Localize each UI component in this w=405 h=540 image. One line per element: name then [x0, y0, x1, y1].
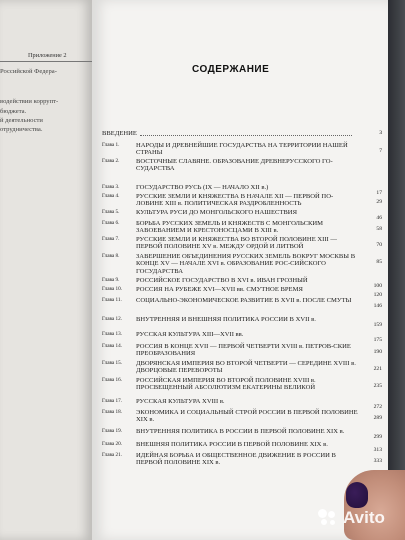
toc-page-number: 58 — [376, 226, 382, 232]
toc-chapter-title: НАРОДЫ И ДРЕВНЕЙШИЕ ГОСУДАРСТВА НА ТЕРРИТОРИИ НАШЕЙ СТРАНЫ — [136, 142, 348, 157]
toc-chapter-title: ДВОРЯНСКАЯ ИМПЕРИЯ ВО ВТОРОЙ ЧЕТВЕРТИ — СЕРЕДИНЕ XVIII в. ДВОРЦОВЫЕ ПЕРЕВОРОТЫ — [136, 360, 356, 375]
toc-chapter-title: ГОСУДАРСТВО РУСЬ (IX — НАЧАЛО XII в.) — [136, 184, 269, 191]
left-page-line: отрудничества. — [0, 126, 43, 133]
toc-chapter-number: Глава 17. — [102, 398, 122, 404]
toc-chapter-title: РУССКИЕ ЗЕМЛИ И КНЯЖЕСТВА В НАЧАЛЕ XII — ПЕРВОЙ ПО-ЛОВИНЕ XIII в. ПОЛИТИЧЕСКАЯ РАЗДРОБЛЕННОСТЬ — [136, 193, 334, 208]
toc-chapter-title: РОССИЙСКАЯ ИМПЕРИЯ ВО ВТОРОЙ ПОЛОВИНЕ XVIII в. ПРОСВЕЩЕННЫЙ АБСОЛЮТИЗМ ЕКАТЕРИНЫ ВЕЛИКОЙ — [136, 377, 316, 392]
book-cover-edge — [388, 0, 405, 540]
toc-chapter-number: Глава 15. — [102, 360, 122, 366]
toc-page-number: 175 — [373, 337, 382, 343]
toc-chapter-title: ВОСТОЧНЫЕ СЛАВЯНЕ. ОБРАЗОВАНИЕ ДРЕВНЕРУССКОГО ГО-СУДАРСТВА — [136, 158, 333, 173]
toc-page-number: 313 — [373, 447, 382, 453]
toc-chapter-number: Глава 5. — [102, 209, 120, 215]
toc-chapter-number: Глава 21. — [102, 452, 122, 458]
toc-chapter-title: ЗАВЕРШЕНИЕ ОБЪЕДИНЕНИЯ РУССКИХ ЗЕМЕЛЬ ВОКРУГ МОСКВЫ В КОНЦЕ XV — НАЧАЛЕ XVI в. ОБРАЗОВАНИЕ РОС-СИЙСКОГО ГОСУДАРСТВА — [136, 253, 356, 275]
toc-chapter-title: ВНУТРЕННЯЯ ПОЛИТИКА В РОССИИ В ПЕРВОЙ ПОЛОВИНЕ XIX в. — [136, 428, 345, 435]
toc-chapter-number: Глава 2. — [102, 158, 120, 164]
toc-chapter-title: ВНЕШНЯЯ ПОЛИТИКА РОССИИ В ПЕРВОЙ ПОЛОВИНЕ XIX в. — [136, 441, 328, 448]
toc-chapter-number: Глава 8. — [102, 253, 120, 259]
toc-page-number: 7 — [379, 148, 382, 154]
toc-chapter-title: РОССИЯ В КОНЦЕ XVII — ПЕРВОЙ ЧЕТВЕРТИ XVIII в. ПЕТРОВ-СКИЕ ПРЕОБРАЗОВАНИЯ — [136, 343, 351, 358]
toc-chapter-number: Глава 19. — [102, 428, 122, 434]
toc-chapter-number: Глава 14. — [102, 343, 122, 349]
toc-chapter-number: Глава 4. — [102, 193, 120, 199]
toc-chapter-number: Глава 11. — [102, 297, 122, 303]
toc-page-number: 235 — [373, 383, 382, 389]
toc-chapter-title: СОЦИАЛЬНО-ЭКОНОМИЧЕСКОЕ РАЗВИТИЕ В XVII в. ПОСЛЕ СМУТЫ — [136, 297, 352, 304]
toc-page-number: 146 — [373, 303, 382, 309]
page-title: СОДЕРЖАНИЕ — [192, 64, 270, 75]
toc-page-number: 17 — [376, 190, 382, 196]
toc-page-number: 333 — [373, 458, 382, 464]
toc-chapter-title: РУССКАЯ КУЛЬТУРА XIII—XVII вв. — [136, 331, 244, 338]
toc-page-number: 120 — [373, 292, 382, 298]
toc-chapter-title: РУССКАЯ КУЛЬТУРА XVIII в. — [136, 398, 225, 405]
left-page-line: й деятельности — [0, 117, 43, 124]
toc-page-number: 70 — [376, 242, 382, 248]
toc-page-number: 190 — [373, 349, 382, 355]
toc-chapter-number: Глава 12. — [102, 316, 122, 322]
left-page-line: бюджета. — [0, 108, 27, 115]
dot-leader — [140, 135, 352, 136]
fingernail — [346, 482, 368, 508]
toc-page-number: 100 — [373, 283, 382, 289]
toc-chapter-number: Глава 16. — [102, 377, 122, 383]
header-rule — [0, 61, 92, 62]
toc-chapter-number: Глава 7. — [102, 236, 120, 242]
right-page — [92, 0, 388, 540]
toc-chapter-number: Глава 10. — [102, 286, 122, 292]
intro-label: ВВЕДЕНИЕ — [102, 130, 137, 137]
watermark-text: Avito — [343, 508, 385, 527]
toc-chapter-number: Глава 6. — [102, 220, 120, 226]
intro-page-number: 3 — [379, 130, 382, 136]
toc-chapter-title: РОССИЙСКОЕ ГОСУДАРСТВО В XVI в. ИВАН ГРОЗНЫЙ — [136, 277, 308, 284]
toc-chapter-title: БОРЬБА РУССКИХ ЗЕМЕЛЬ И КНЯЖЕСТВ С МОНГОЛЬСКИМ ЗАВОЕВАНИЕМ И КРЕСТОНОСЦАМИ В XIII в. — [136, 220, 324, 235]
avito-watermark — [318, 508, 385, 528]
toc-page-number: 289 — [373, 415, 382, 421]
toc-chapter-title: ЭКОНОМИКА И СОЦИАЛЬНЫЙ СТРОЙ РОССИИ В ПЕРВОЙ ПОЛОВИНЕ XIX в. — [136, 409, 358, 424]
toc-page-number: 29 — [376, 199, 382, 205]
toc-chapter-number: Глава 1. — [102, 142, 120, 148]
toc-page-number: 299 — [373, 434, 382, 440]
toc-page-number: 272 — [373, 404, 382, 410]
toc-chapter-title: ВНУТРЕННЯЯ И ВНЕШНЯЯ ПОЛИТИКА РОССИИ В XVII в. — [136, 316, 316, 323]
toc-chapter-number: Глава 9. — [102, 277, 120, 283]
toc-page-number: 46 — [376, 215, 382, 221]
toc-page-number: 85 — [376, 259, 382, 265]
toc-chapter-title: РОССИЯ НА РУБЕЖЕ XVI—XVII вв. СМУТНОЕ ВРЕМЯ — [136, 286, 303, 293]
toc-chapter-number: Глава 20. — [102, 441, 122, 447]
toc-chapter-number: Глава 18. — [102, 409, 122, 415]
toc-page-number: 159 — [373, 322, 382, 328]
left-page — [0, 0, 92, 540]
toc-chapter-number: Глава 3. — [102, 184, 120, 190]
left-page-header: Приложение 2 — [28, 52, 67, 59]
toc-chapter-title: КУЛЬТУРА РУСИ ДО МОНГОЛЬСКОГО НАШЕСТВИЯ — [136, 209, 297, 216]
avito-logo-icon — [318, 509, 340, 527]
toc-chapter-title: ИДЕЙНАЯ БОРЬБА И ОБЩЕСТВЕННОЕ ДВИЖЕНИЕ В РОССИИ В ПЕРВОЙ ПОЛОВИНЕ XIX в. — [136, 452, 336, 467]
toc-page-number: 221 — [373, 366, 382, 372]
left-page-line: водействии коррупт- — [0, 98, 59, 105]
toc-chapter-title: РУССКИЕ ЗЕМЛИ И КНЯЖЕСТВА ВО ВТОРОЙ ПОЛОВИНЕ XIII — ПЕРВОЙ ПОЛОВИНЕ XV в. МЕЖДУ ОРДОЙ И ЛИТВОЙ — [136, 236, 337, 251]
toc-chapter-number: Глава 13. — [102, 331, 122, 337]
left-page-line: Российской Федера- — [0, 68, 57, 75]
